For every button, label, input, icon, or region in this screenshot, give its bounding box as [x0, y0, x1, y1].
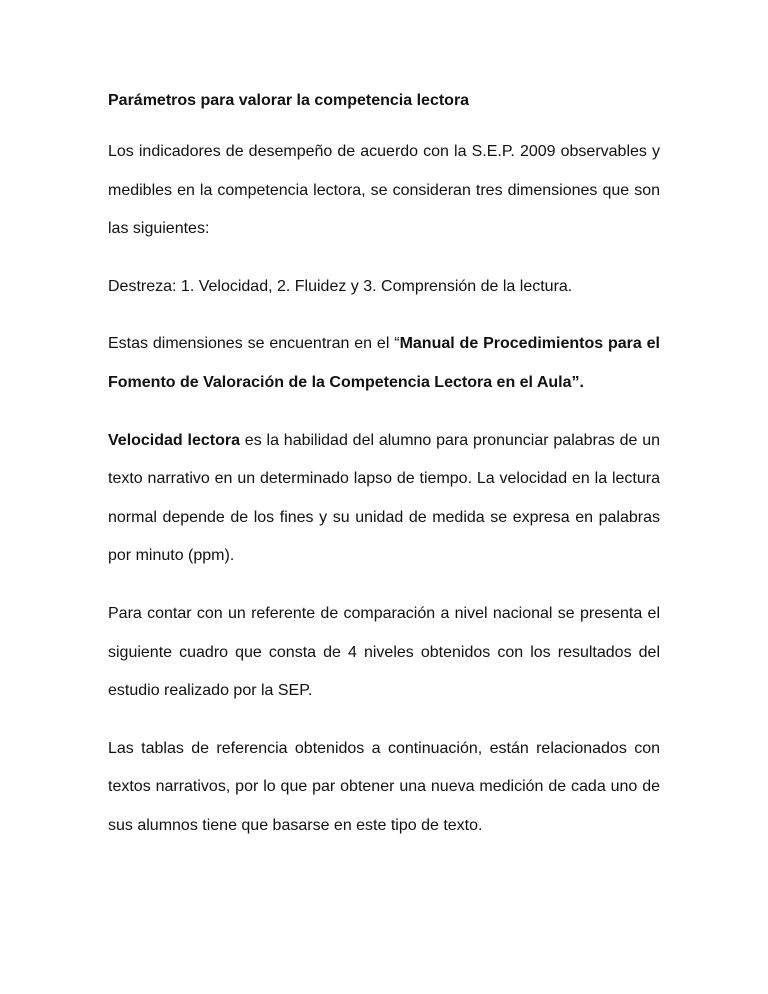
manual-title: Manual de Procedimientos para el Fomento de Valoración de la Competencia Lectora en el Aula”. [108, 335, 660, 391]
reading-speed-definition: es la habilidad del alumno para pronunciar palabras de un texto narrativo en un determinado lapso de tiempo. La velocidad en la lectura normal depende de los fines y su unidad de medida se expresa en palabras por minuto (ppm). [108, 431, 661, 565]
paragraph-manual [108, 325, 660, 402]
paragraph-indicators: Los indicadores de desempeño de acuerdo con la S.E.P. 2009 observables y medibles en la competencia lectora, se consideran tres dimensiones que son las siguientes: [108, 143, 660, 238]
paragraph-tables: Las tablas de referencia obtenidos a continuación, están relacionados con textos narrativos, por lo que par obtener una nueva medición de cada uno de sus alumnos tiene que basarse en este tipo de texto. [108, 739, 660, 834]
paragraph-dimensions: Destreza: 1. Velocidad, 2. Fluidez y 3. Comprensión de la lectura. [108, 277, 573, 295]
paragraph-reading-speed [108, 422, 660, 576]
paragraph-manual-text: Estas dimensiones se encuentran en el “ [108, 335, 400, 353]
document-title: Parámetros para valorar la competencia lectora [108, 92, 470, 109]
document-page [108, 88, 660, 865]
paragraph-reference: Para contar con un referente de comparación a nivel nacional se presenta el siguiente cuadro que consta de 4 niveles obtenidos con los resultados del estudio realizado por la SEP. [108, 604, 660, 700]
reading-speed-term: Velocidad lectora [108, 431, 240, 449]
